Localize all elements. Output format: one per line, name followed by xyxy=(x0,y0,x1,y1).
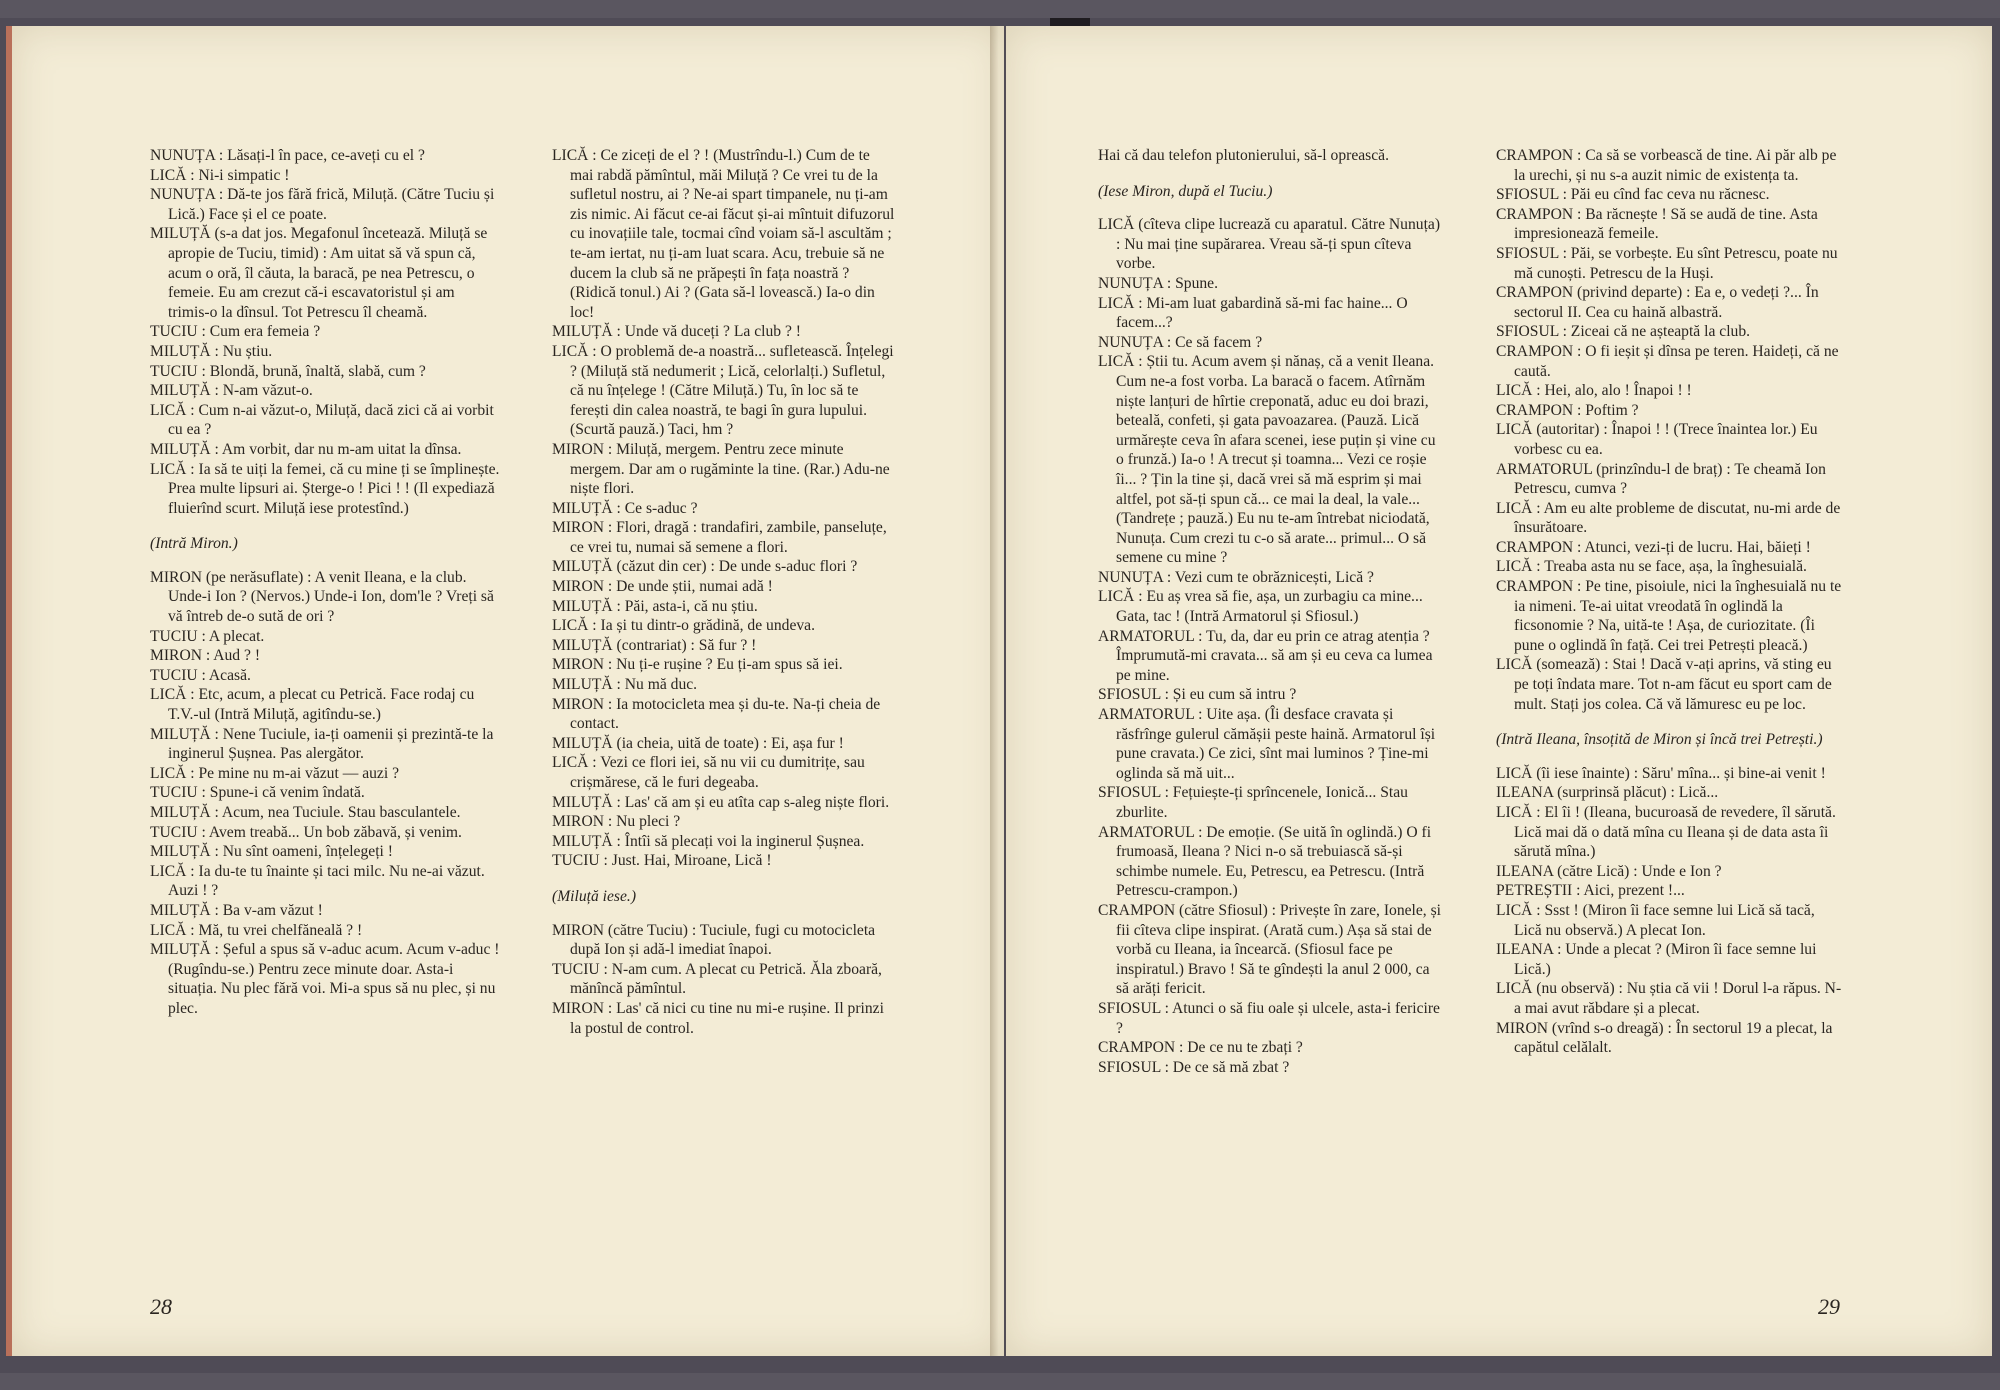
stage-direction: (Intră Miron.) xyxy=(150,535,238,553)
dialogue-line: CRAMPON : De ce nu te zbați ? xyxy=(1098,1039,1303,1057)
dialogue-line: LICĂ : Ia să te uiți la femei, că cu mine ți se împlinește. Prea multe lipsuri ai. Șterge-o ! Pici ! ! (Il expediază fluierînd scurt. Miluță iese protestînd.) xyxy=(150,460,500,517)
dialogue-line: LICĂ (cîteva clipe lucrează cu aparatul. Către Nunuța) : Nu mai ține supărarea. Vreau să-ți spun cîteva vorbe. xyxy=(1098,216,1441,273)
dialogue-line: CRAMPON (către Sfiosul) : Privește în zare, Ionele, și fii cîteva clipe inspirat. (Arată cum.) Așa să stai de vorbă cu Ileana, ia încearcă. (Sfiosul face pe inspiratul.) Bravo ! Să te gîndești la anul 2 000, ca să arăți fericit. xyxy=(1098,901,1441,998)
dialogue-line: ARMATORUL (prinzîndu-l de braț) : Te cheamă Ion Petrescu, cumva ? xyxy=(1496,460,1826,498)
dialogue-line: CRAMPON : Atunci, vezi-ți de lucru. Hai, băieți ! xyxy=(1496,538,1811,556)
dialogue-line: TUCIU : Blondă, brună, înaltă, slabă, cum ? xyxy=(150,362,426,380)
dialogue-line: LICĂ : Vezi ce flori iei, să nu vii cu dumitrițe, sau crișmărese, că le furi degeaba. xyxy=(552,754,865,791)
dialogue-line: LICĂ : Cum n-ai văzut-o, Miluță, dacă zici că ai vorbit cu ea ? xyxy=(150,401,494,439)
dialogue-line: LICĂ : Am eu alte probleme de discutat, nu-mi arde de însurătoare. xyxy=(1496,499,1841,537)
dialogue-line: TUCIU : Cum era femeia ? xyxy=(150,323,321,341)
dialogue-line: MILUȚĂ : Nu sînt oameni, înțelegeți ! xyxy=(150,843,393,861)
dialogue-line: MILUȚĂ (căzut din cer) : De unde s-aduc flori ? xyxy=(552,558,858,576)
dialogue-line: MILUȚĂ (contrariat) : Să fur ? ! xyxy=(552,636,757,654)
dialogue-line: MILUȚĂ : Nu mă duc. xyxy=(552,676,698,694)
dialogue-line: NUNUȚA : Ce să facem ? xyxy=(1098,333,1263,351)
dialogue-line: MILUȚĂ : Întîi să plecați voi la inginerul Șușnea. xyxy=(552,832,865,850)
dialogue-line: LICĂ (autoritar) : Înapoi ! ! (Trece înaintea lor.) Eu vorbesc cu ea. xyxy=(1496,421,1818,458)
dialogue-line: CRAMPON (privind departe) : Ea e, o vedeți ?... În sectorul II. Cea cu haină albastră. xyxy=(1496,284,1819,321)
dialogue-line: MIRON (vrînd s-o dreagă) : În sectorul 19 a plecat, la capătul celălalt. xyxy=(1496,1019,1833,1057)
dialogue-line: TUCIU : Spune-i că venim îndată. xyxy=(150,784,365,802)
dialogue-line: NUNUȚA : Vezi cum te obrăznicești, Lică ? xyxy=(1098,568,1374,586)
dialogue-line: SFIOSUL : Fețuiește-ți sprîncenele, Ionică... Stau zburlite. xyxy=(1098,784,1408,821)
dialogue-line: CRAMPON : Poftim ? xyxy=(1496,401,1639,419)
dialogue-line: MILUȚĂ : Șeful a spus să v-aduc acum. Acum v-aduc ! (Rugîndu-se.) Pentru zece minute doar. Asta-i situația. Nu plec fără voi. Mi-a spus să nu plec, și nu plec. xyxy=(150,941,500,1017)
dialogue-line: NUNUȚA : Spune. xyxy=(1098,274,1218,292)
dialogue-line: ILEANA (către Lică) : Unde e Ion ? xyxy=(1496,862,1722,880)
dialogue-line: MIRON (pe nerăsuflate) : A venit Ileana, e la club. Unde-i Ion ? (Nervos.) Unde-i Ion, dom'le ? Vreți să vă întreb de-o sută de ori ? xyxy=(150,568,494,626)
dialogue-line: SFIOSUL : Păi, se vorbește. Eu sînt Petrescu, poate nu mă cunoști. Petrescu de la Huși. xyxy=(1496,244,1838,282)
dialogue-line: LICĂ : Ia și tu dintr-o grădină, de undeva. xyxy=(552,617,815,635)
dialogue-line: MIRON : Ia motocicleta mea și du-te. Na-ți cheia de contact. xyxy=(552,695,881,733)
dialogue-line: LICĂ : El îi ! (Ileana, bucuroasă de revedere, îl sărută. Lică mai dă o dată mîna cu Ileana și de data asta îi sărută mîna.) xyxy=(1496,804,1836,861)
dialogue-line: MILUȚĂ : Păi, asta-i, că nu știu. xyxy=(552,597,758,615)
dialogue-line: ILEANA (surprinsă plăcut) : Lică... xyxy=(1496,784,1719,802)
dialogue-line: MIRON : De unde știi, numai adă ! xyxy=(552,578,773,596)
dialogue-line: MILUȚĂ : Unde vă duceți ? La club ? ! xyxy=(552,323,801,341)
right-page-column-2 xyxy=(1496,146,1846,1058)
dialogue-line: MIRON : Nu pleci ? xyxy=(552,813,681,831)
dialogue-line: TUCIU : N-am cum. A plecat cu Petrică. Ăla zboară, mănîncă pămîntul. xyxy=(552,960,882,998)
dialogue-line: ARMATORUL : De emoție. (Se uită în oglindă.) O fi frumoasă, Ileana ? Nici n-o să trebuiască să-și schimbe numele. Eu, Petrescu, ea Petrescu. (Intră Petrescu-crampon.) xyxy=(1098,823,1432,900)
dialogue-line: TUCIU : Acasă. xyxy=(150,666,251,684)
dialogue-line: NUNUȚA : Lăsați-l în pace, ce-aveți cu el ? xyxy=(150,147,425,164)
stage-direction: (Iese Miron, după el Tuciu.) xyxy=(1098,182,1273,200)
dialogue-line: MILUȚĂ : Las' că am și eu atîta cap s-aleg niște flori. xyxy=(552,793,890,811)
dialogue-line: CRAMPON : Ba răcnește ! Să se audă de tine. Asta impresionează femeile. xyxy=(1496,205,1818,243)
dialogue-line: NUNUȚA : Dă-te jos fără frică, Miluță. (Către Tuciu și Lică.) Face și el ce poate. xyxy=(150,186,495,223)
dialogue-line: LICĂ : Mă, tu vrei chelfăneală ? ! xyxy=(150,921,363,939)
dialogue-line: SFIOSUL : Atunci o să fiu oale și ulcele, asta-i fericire ? xyxy=(1098,999,1440,1037)
dialogue-line: LICĂ (somează) : Stai ! Dacă v-ați aprins, vă sting eu pe toți îndata mare. Tot n-am făcut eu sport cam de mult. Stați jos colea. Că vă lămuresc eu pe loc. xyxy=(1496,656,1832,713)
dialogue-line: MILUȚĂ : N-am văzut-o. xyxy=(150,382,313,400)
dialogue-line: MIRON (către Tuciu) : Tuciule, fugi cu motocicleta după Ion și adă-l imediat înapoi. xyxy=(552,921,876,959)
stage-direction: (Intră Ileana, însoțită de Miron și încă trei Petrești.) xyxy=(1496,731,1823,749)
dialogue-line: LICĂ : Ssst ! (Miron îi face semne lui Lică să tacă, Lică nu observă.) A plecat Ion. xyxy=(1496,901,1815,939)
dialogue-line: MILUȚĂ (s-a dat jos. Megafonul încetează. Miluță se apropie de Tuciu, timid) : Am uitat să vă spun că, acum o oră, îl căuta, la baracă, pe nea Petrescu, o femeie. Eu am crezut că-i escavatoristul și am trimis-o la dînsul. Tot Petrescu îl cheamă. xyxy=(150,225,488,321)
dialogue-line: LICĂ : Eu aș vrea să fie, așa, un zurbagiu ca mine... Gata, tac ! (Intră Armatorul și Sfiosul.) xyxy=(1098,588,1423,626)
dialogue-line: LICĂ : Etc, acum, a plecat cu Petrică. Face rodaj cu T.V.-ul (Intră Miluță, agitîndu-se.) xyxy=(150,686,475,724)
dialogue-line: SFIOSUL : Ziceai că ne așteaptă la club. xyxy=(1496,323,1751,341)
dialogue-line: PETREȘTII : Aici, prezent !... xyxy=(1496,882,1685,900)
dialogue-line: MILUȚĂ (ia cheia, uită de toate) : Ei, așa fur ! xyxy=(552,734,844,752)
right-page-column-1 xyxy=(1098,146,1443,1077)
dialogue-line: LICĂ : Ni-i simpatic ! xyxy=(150,166,290,184)
dialogue-line: MILUȚĂ : Ba v-am văzut ! xyxy=(150,901,323,919)
dialogue-line: CRAMPON : O fi ieșit și dînsa pe teren. Haideți, că ne caută. xyxy=(1496,342,1839,380)
dialogue-line: CRAMPON : Pe tine, pisoiule, nici la înghesuială nu te ia nimeni. Te-ai uitat vreodată în oglindă la ficsonomie ? Na, uită-te ! Așa, de curiozitate. (Îi pune o oglindă în față. Cei trei Petrești pleacă.) xyxy=(1496,578,1842,654)
dialogue-line: MILUȚĂ : Nu știu. xyxy=(150,342,273,360)
dialogue-line: ARMATORUL : Tu, da, dar eu prin ce atrag atenția ? Împrumută-mi cravata... să am și eu ceva ca lumea pe mine. xyxy=(1098,627,1433,684)
left-page-column-2 xyxy=(552,146,897,1038)
dialogue-line: TUCIU : A plecat. xyxy=(150,627,265,645)
dialogue-line: LICĂ : Ce ziceți de el ? ! (Mustrîndu-l.) Cum de te mai rabdă pămîntul, măi Miluță ? Ce vrei tu de la sufletul nostru, ai ? Ne-ai spart timpanele, nu ți-am zis nimic. Ai făcut ce-ai făcut și-ai mîntuit difuzorul cu inovațiile tale, tocmai cînd voiam să-l ascultăm ; te-am iertat, nu ți-am luat scara. Acu, trebuie să ne ducem la club să ne prăpești în fața noastră ? (Ridică tonul.) Ai ? (Gata să-l lovească.) Ia-o din loc! xyxy=(552,147,895,321)
dialogue-line: MILUȚĂ : Acum, nea Tuciule. Stau basculantele. xyxy=(150,804,461,821)
stage-direction: (Miluță iese.) xyxy=(552,887,637,905)
dialogue-line: MIRON : Las' că nici cu tine nu mi-e rușine. Il prinzi la postul de control. xyxy=(552,999,884,1037)
dialogue-line: SFIOSUL : Și eu cum să intru ? xyxy=(1098,686,1297,704)
page-number-left: 28 xyxy=(150,1294,172,1319)
dialogue-line: CRAMPON : Ca să se vorbească de tine. Ai păr alb pe la urechi, și nu s-a auzit nimic de existența ta. xyxy=(1496,147,1837,184)
book-spread xyxy=(0,18,2000,1373)
dialogue-line: MILUȚĂ : Ce s-aduc ? xyxy=(552,499,698,517)
dialogue-line: LICĂ : Știi tu. Acum avem și nănaș, că a venit Ileana. Cum ne-a fost vorba. La baracă o facem. Atîrnăm niște lanțuri de hîrtie creponată, aduc eu doi brazi, beteală, confeti, și gata pavoazarea. (Pauză. Lică urmărește ceva în afara scenei, iese puțin și vine cu o frunză.) Ia-o ! A trecut și toamna... Vezi ce roșie îi... ? Țin la tine și, dacă vrei să mă esprim și mai altfel, pot să-ți spun că... ce mai la deal, la vale... (Tandrețe ; pauză.) Eu nu te-am întrebat niciodată, Nunuța. Cum crezi tu c-o să arate... primul... O să semene cu mine ? xyxy=(1098,353,1436,567)
left-page xyxy=(6,26,1004,1356)
dialogue-line: MIRON : Flori, dragă : trandafiri, zambile, panseluțe, ce vrei tu, numai să semene a flori. xyxy=(552,519,887,556)
dialogue-line: MIRON : Nu ți-e rușine ? Eu ți-am spus să iei. xyxy=(552,656,843,674)
dialogue-line: SFIOSUL : De ce să mă zbat ? xyxy=(1098,1058,1290,1076)
dialogue-line: LICĂ : Mi-am luat gabardină să-mi fac haine... O facem...? xyxy=(1098,294,1408,332)
dialogue-line: LICĂ : O problemă de-a noastră... sufletească. Înțelegi ? (Miluță stă nedumerit ; Lică, celorlalți.) Sufletul, că nu înțelege ! (Către Miluță.) Tu, în loc să te ferești din calea noastră, te bagi în gura lupului. (Scurtă pauză.) Taci, hm ? xyxy=(552,342,894,439)
dialogue-line: LICĂ : Pe mine nu m-ai văzut — auzi ? xyxy=(150,764,399,782)
dialogue-line: LICĂ (nu observă) : Nu știa că vii ! Dorul l-a răpus. N-a mai avut răbdare și a plecat. xyxy=(1496,980,1842,1017)
dialogue-line: LICĂ : Ia du-te tu înainte și taci milc. Nu ne-ai văzut. Auzi ! ? xyxy=(150,862,485,900)
dialogue-line: LICĂ : Treaba asta nu se face, așa, la înghesuială. xyxy=(1496,558,1807,576)
dialogue-line: ILEANA : Unde a plecat ? (Miron îi face semne lui Lică.) xyxy=(1496,941,1817,978)
dialogue-line: LICĂ (îi iese înainte) : Săru' mîna... și bine-ai venit ! xyxy=(1496,764,1826,782)
right-page xyxy=(1006,26,1992,1356)
dialogue-line: TUCIU : Avem treabă... Un bob zăbavă, și venim. xyxy=(150,823,462,841)
dialogue-line: ARMATORUL : Uite așa. (Îi desface cravata și răsfrînge gulerul cămășii peste haină. Armatorul își pune cravata.) Ce zici, sînt mai luminos ? Ține-mi oglinda să mă uit... xyxy=(1098,706,1436,782)
dialogue-line: LICĂ : Hei, alo, alo ! Înapoi ! ! xyxy=(1496,382,1692,400)
page-number-right: 29 xyxy=(1818,1294,1840,1319)
dialogue-line: MILUȚĂ : Am vorbit, dar nu m-am uitat la dînsa. xyxy=(150,440,462,458)
dialogue-line: SFIOSUL : Păi eu cînd fac ceva nu răcnesc. xyxy=(1496,186,1770,204)
dialogue-line: TUCIU : Just. Hai, Miroane, Lică ! xyxy=(552,852,772,870)
dialogue-line: Hai că dau telefon plutonierului, să-l oprească. xyxy=(1098,147,1389,164)
dialogue-line: MIRON : Miluță, mergem. Pentru zece minute mergem. Dar am o rugăminte la tine. (Rar.) Adu-ne niște flori. xyxy=(552,440,890,498)
dialogue-line: MILUȚĂ : Nene Tuciule, ia-ți oamenii și prezintă-te la inginerul Șușnea. Pas alergător. xyxy=(150,725,494,763)
dialogue-line: MIRON : Aud ? ! xyxy=(150,647,261,665)
left-page-column-1 xyxy=(150,146,500,1019)
